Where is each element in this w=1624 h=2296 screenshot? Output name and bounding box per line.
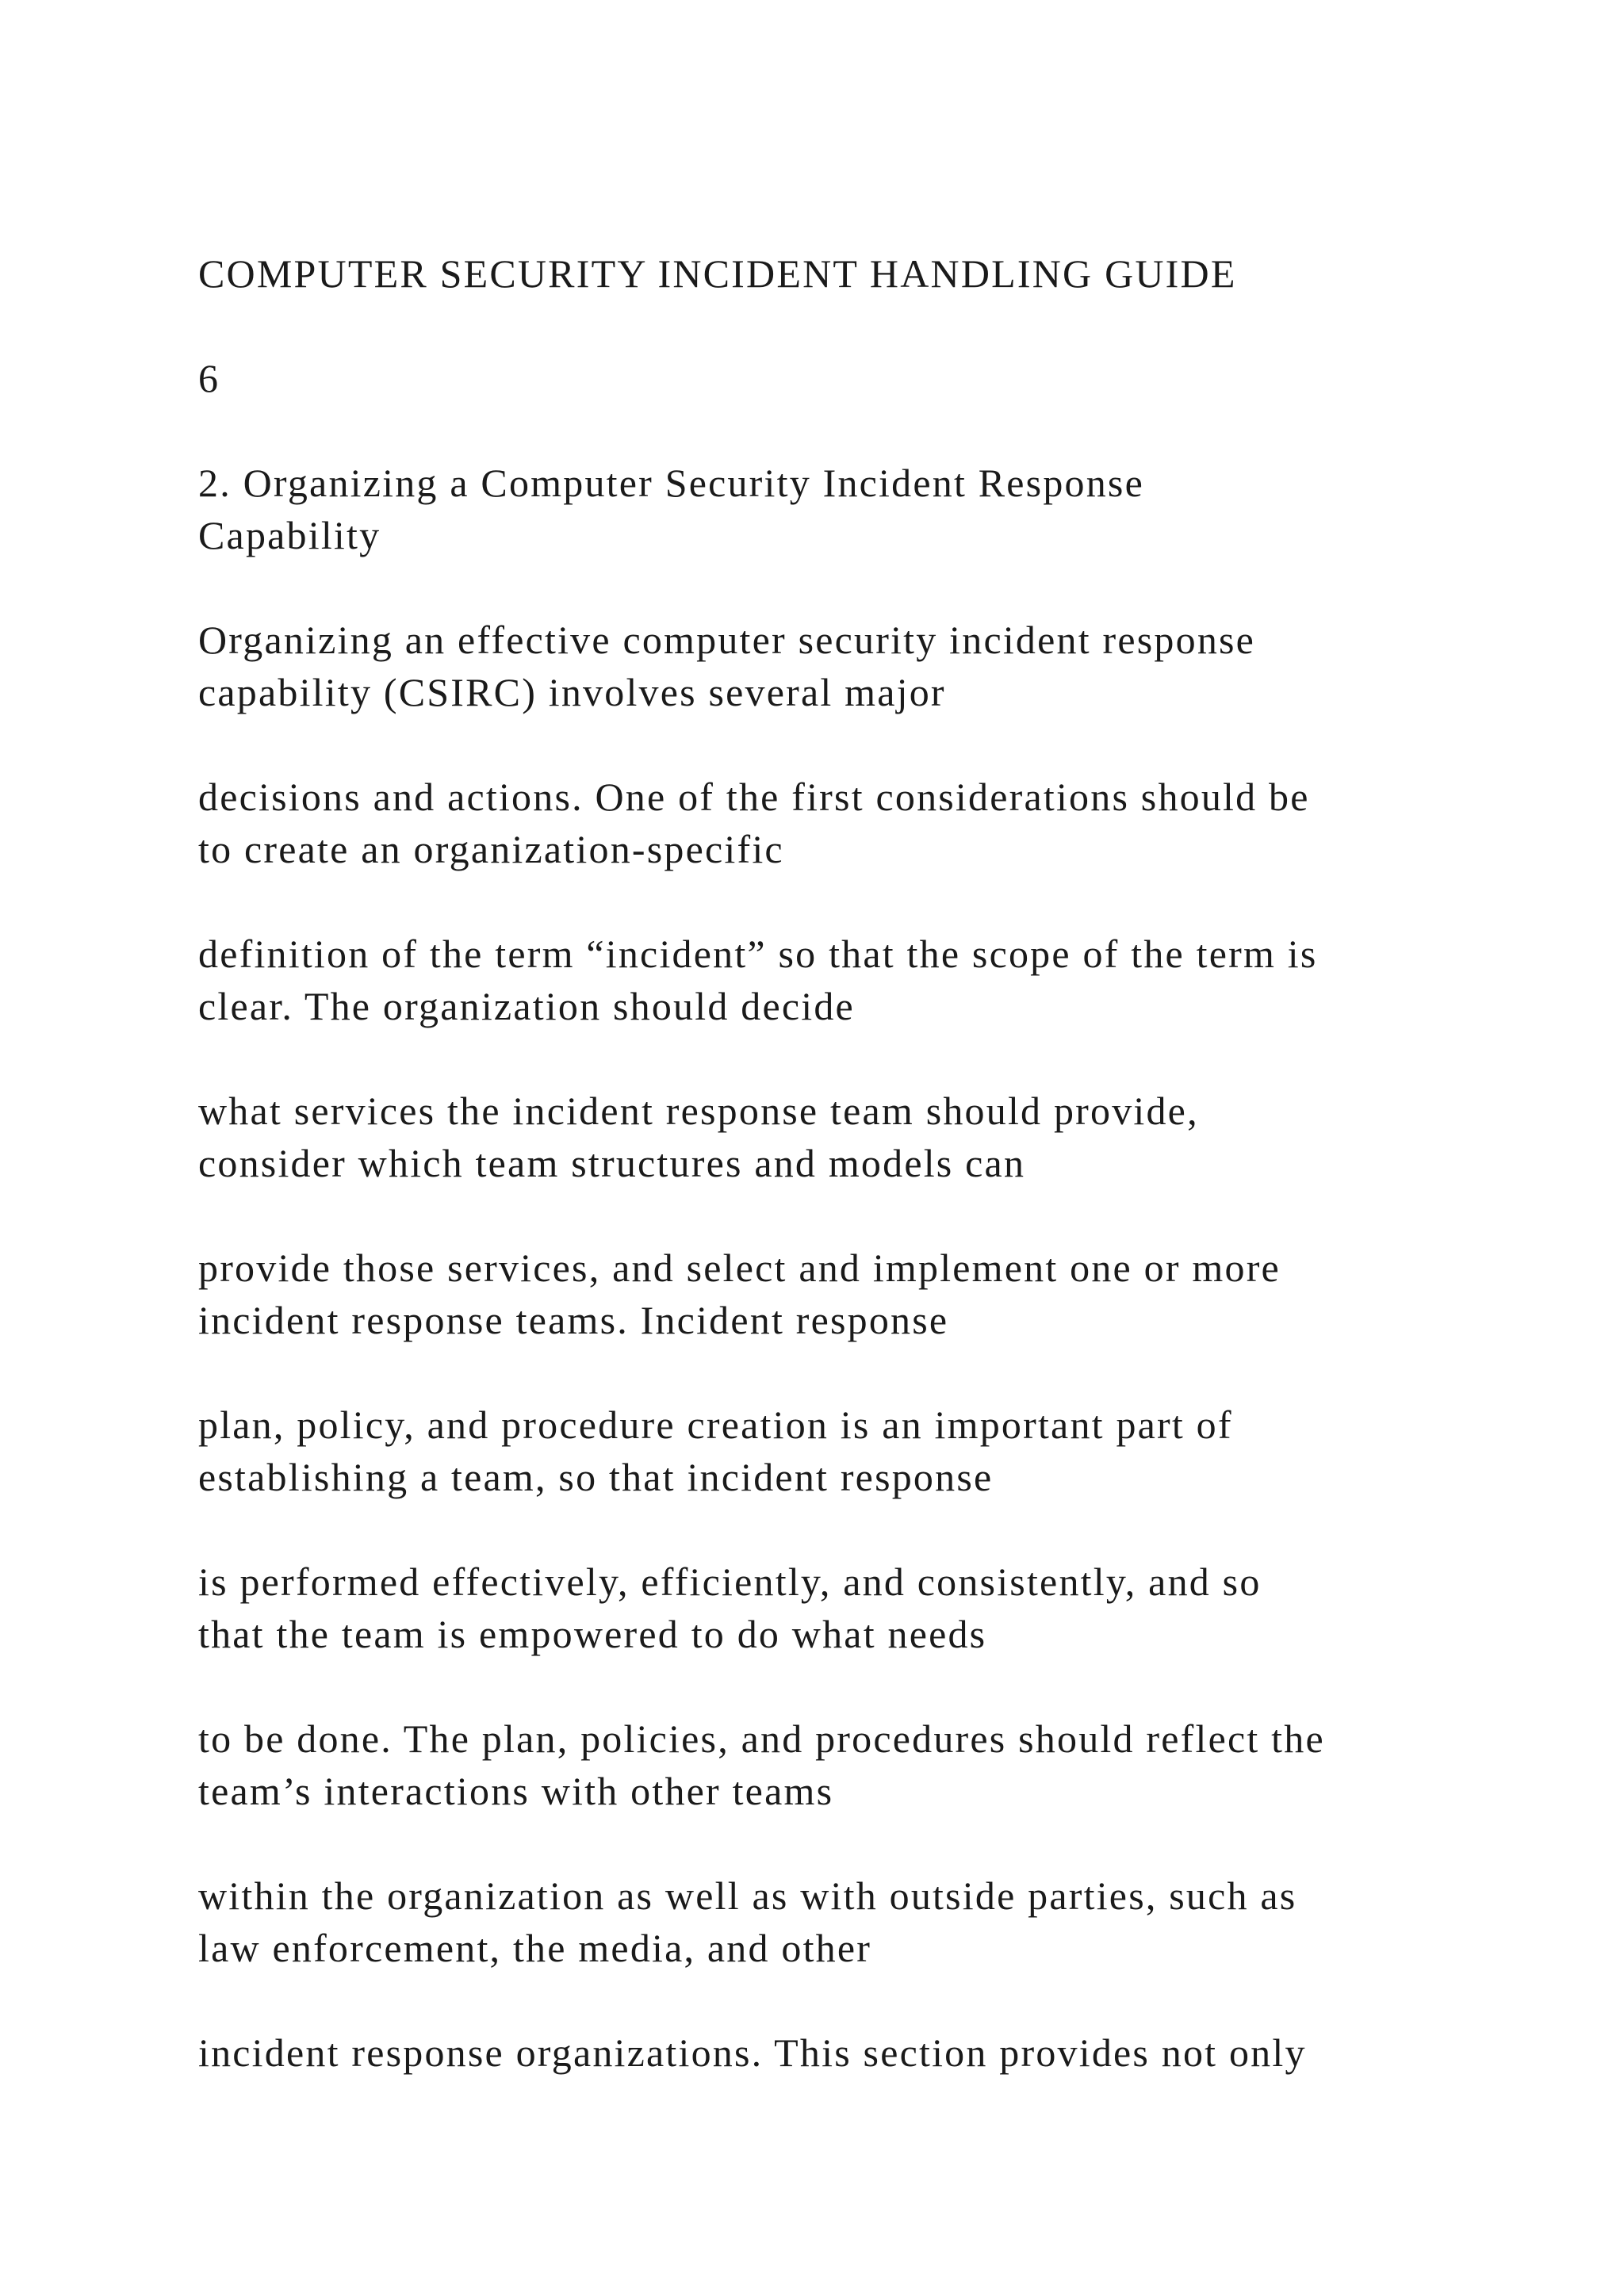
page-number-block bbox=[198, 352, 1530, 404]
paragraph-line: consider which team structures and models can bbox=[198, 1141, 1026, 1185]
paragraph-line: clear. The organization should decide bbox=[198, 984, 855, 1028]
paragraph-line: what services the incident response team should provide, bbox=[198, 1089, 1199, 1133]
paragraph-line: is performed effectively, efficiently, and consistently, and so bbox=[198, 1559, 1262, 1604]
paragraph bbox=[198, 1712, 1530, 1817]
paragraph-line: to create an organization-specific bbox=[198, 827, 784, 871]
paragraph-line: within the organization as well as with outside parties, such as bbox=[198, 1873, 1297, 1918]
paragraph-line: that the team is empowered to do what needs bbox=[198, 1612, 987, 1656]
page-content bbox=[198, 247, 1530, 2079]
page-number: 6 bbox=[198, 356, 220, 400]
paragraph-line: team’s interactions with other teams bbox=[198, 1769, 834, 1813]
paragraph bbox=[198, 1242, 1530, 1346]
paragraph bbox=[198, 1399, 1530, 1503]
paragraph bbox=[198, 1869, 1530, 1974]
paragraph-line: incident response teams. Incident response bbox=[198, 1298, 949, 1342]
section-heading-line: Capability bbox=[198, 513, 381, 557]
paragraph-line: incident response organizations. This section provides not only bbox=[198, 2030, 1307, 2075]
paragraph-line: to be done. The plan, policies, and procedures should reflect the bbox=[198, 1716, 1325, 1761]
paragraph bbox=[198, 614, 1530, 718]
paragraph-line: Organizing an effective computer security incident response bbox=[198, 618, 1256, 662]
paragraph-line: definition of the term “incident” so that the scope of the term is bbox=[198, 932, 1318, 976]
running-header bbox=[198, 247, 1530, 300]
paragraph bbox=[198, 771, 1530, 875]
section-heading-line: 2. Organizing a Computer Security Incident Response bbox=[198, 461, 1144, 505]
header-title: COMPUTER SECURITY INCIDENT HANDLING GUIDE bbox=[198, 251, 1237, 296]
paragraph-line: establishing a team, so that incident response bbox=[198, 1455, 994, 1499]
paragraph-line: law enforcement, the media, and other bbox=[198, 1926, 872, 1970]
paragraph bbox=[198, 1085, 1530, 1189]
paragraph bbox=[198, 2026, 1530, 2079]
paragraph-line: plan, policy, and procedure creation is an important part of bbox=[198, 1402, 1233, 1447]
section-heading bbox=[198, 457, 1530, 561]
paragraph bbox=[198, 928, 1530, 1032]
paragraph bbox=[198, 1556, 1530, 1660]
paragraph-line: decisions and actions. One of the first considerations should be bbox=[198, 775, 1310, 819]
paragraph-line: provide those services, and select and implement one or more bbox=[198, 1246, 1281, 1290]
paragraph-line: capability (CSIRC) involves several major bbox=[198, 670, 946, 714]
